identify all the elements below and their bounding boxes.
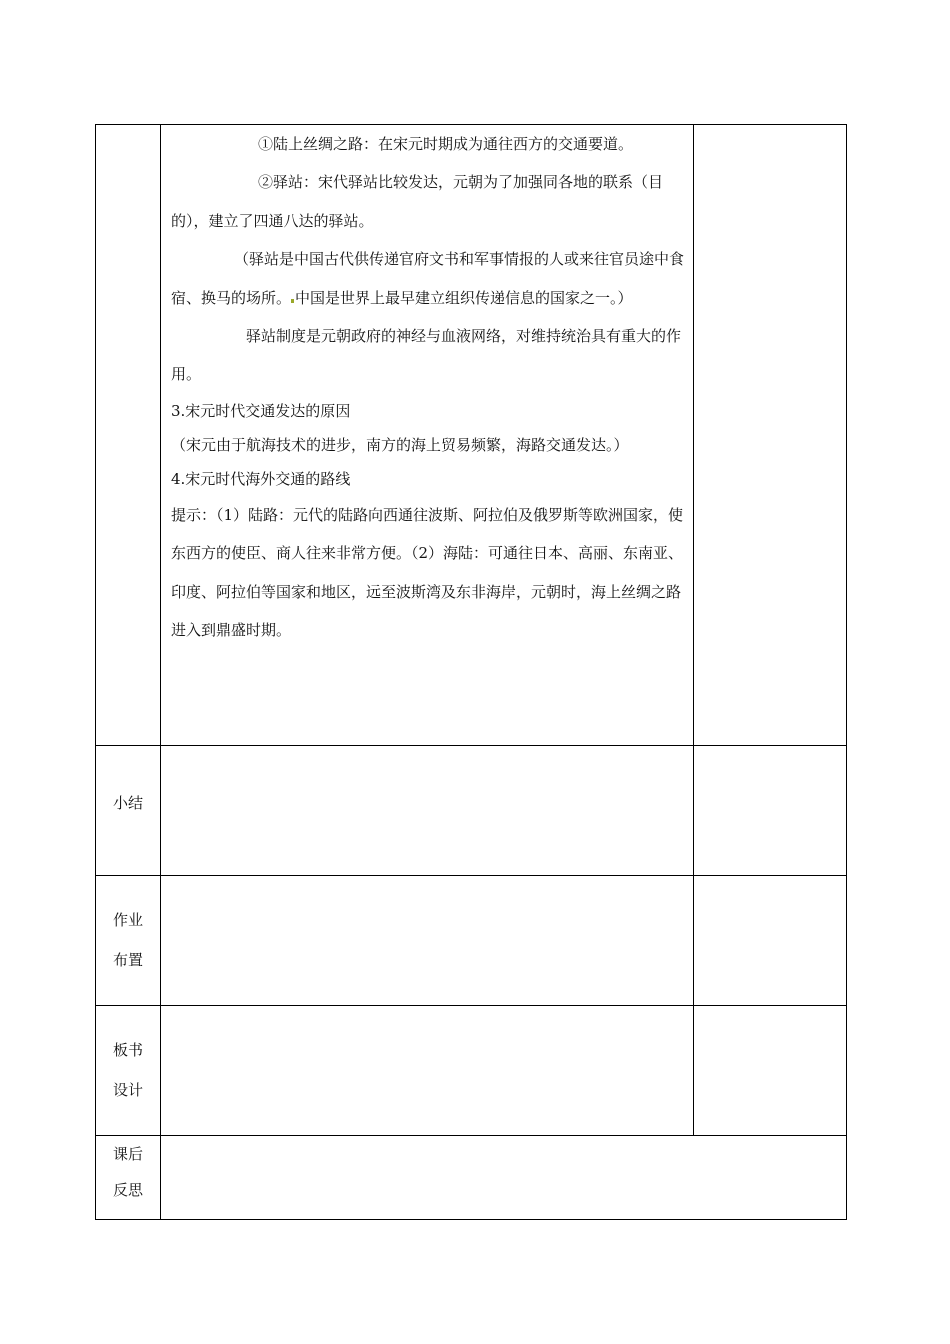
board-notes-cell	[694, 1006, 847, 1136]
board-label-cell	[96, 1006, 161, 1136]
board-label-line2: 设计	[112, 1081, 143, 1099]
post-system-paragraph: 驿站制度是元朝政府的神经与血液网络，对维持统治具有重大的作用。	[171, 327, 682, 384]
reflection-label-cell	[96, 1136, 161, 1220]
summary-label-cell	[96, 746, 161, 876]
homework-label-line1: 作业	[112, 911, 143, 929]
lesson-plan-table	[95, 124, 847, 1220]
post-station-note	[171, 240, 685, 317]
homework-content-cell	[161, 876, 694, 1006]
reflection-label-line2: 反思	[112, 1181, 143, 1199]
label-cell-empty	[96, 125, 161, 746]
summary-notes-cell	[694, 746, 847, 876]
board-row	[96, 1006, 847, 1136]
summary-label: 小结	[112, 794, 143, 812]
post-station-paragraph: ②驿站：宋代驿站比较发达，元朝为了加强同各地的联系（目的），建立了四通八达的驿站。	[171, 173, 664, 230]
land-silk-road-paragraph: ①陆上丝绸之路：在宋元时期成为通往西方的交通要道。	[258, 135, 634, 153]
content-cell	[161, 125, 694, 746]
summary-content-cell	[161, 746, 694, 876]
heading-routes: 4.宋元时代海外交通的路线	[171, 469, 351, 488]
reflection-label-line1: 课后	[112, 1145, 143, 1163]
marker-dot	[291, 299, 294, 303]
homework-label-cell	[96, 876, 161, 1006]
homework-row	[96, 876, 847, 1006]
notes-cell	[694, 125, 847, 746]
board-label-line1: 板书	[112, 1041, 143, 1059]
routes-paragraph: 提示：（1）陆路：元代的陆路向西通往波斯、阿拉伯及俄罗斯等欧洲国家，使东西方的使臣、商人往来非常方便。（2）海陆：可通往日本、高丽、东南亚、印度、阿拉伯等国家和地区，远至波斯湾及东非海岸，元朝时，海上丝绸之路进入到鼎盛时期。	[171, 505, 684, 640]
post-station-note-text-2: 中国是世界上最早建立组织传递信息的国家之一。）	[295, 288, 633, 307]
reasons-paragraph: （宋元由于航海技术的进步，南方的海上贸易频繁，海路交通发达。）	[171, 435, 629, 454]
reflection-row	[96, 1136, 847, 1220]
homework-notes-cell	[694, 876, 847, 1006]
reflection-content-cell	[161, 1136, 847, 1220]
heading-reasons: 3.宋元时代交通发达的原因	[171, 401, 351, 420]
homework-label-line2: 布置	[112, 951, 143, 969]
content-row	[96, 125, 847, 746]
board-content-cell	[161, 1006, 694, 1136]
post-station-note-text: （驿站是中国古代供传递官府文书和军事情报的人或来往官员途中食宿、换马的场所。	[171, 250, 685, 307]
summary-row	[96, 746, 847, 876]
